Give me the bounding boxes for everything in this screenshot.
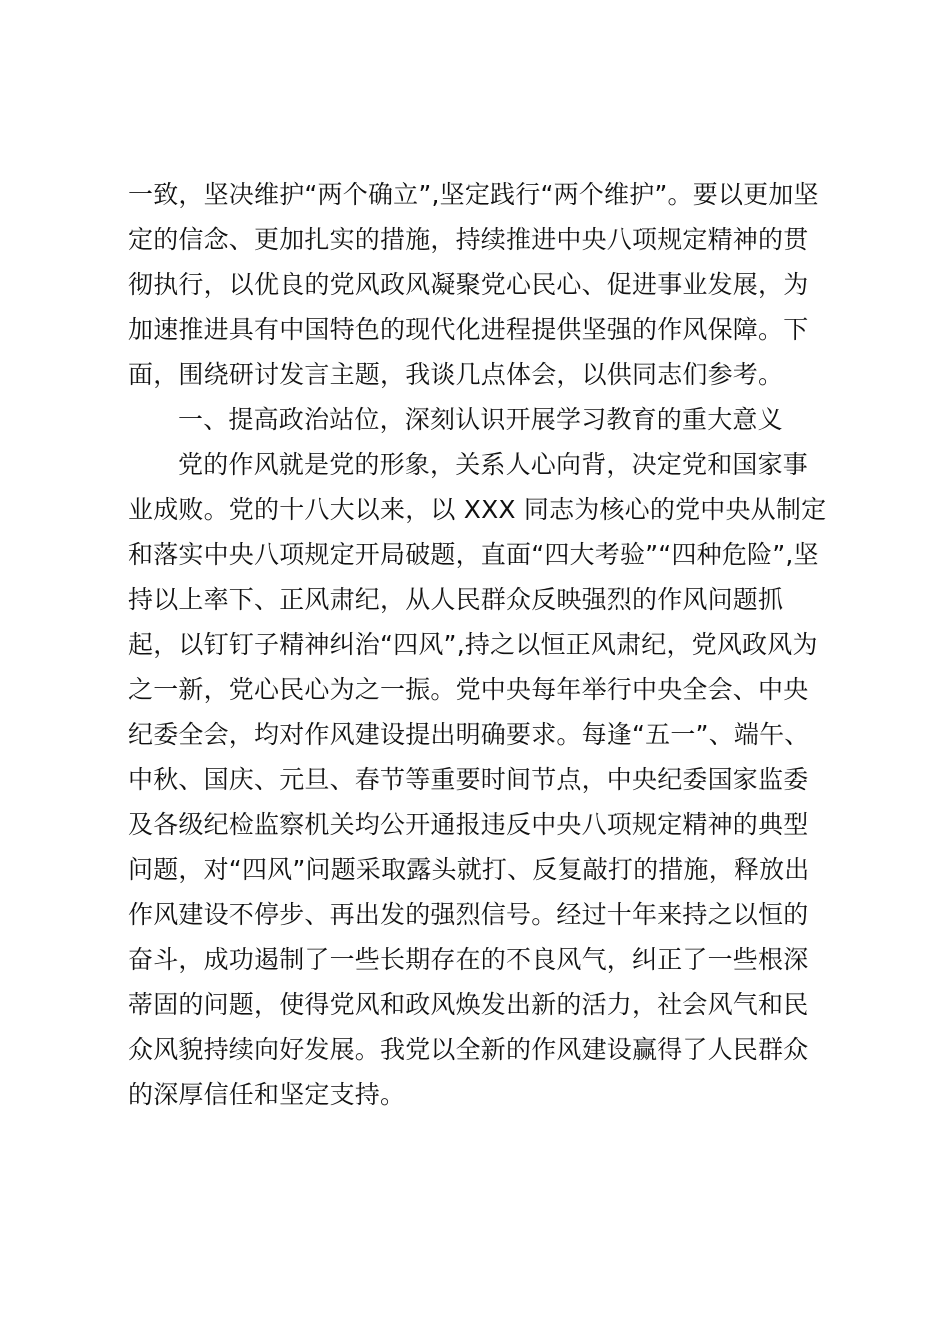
paragraph-1-line: 定的信念、更加扎实的措施，持续推进中央八项规定精神的贯 xyxy=(128,225,809,254)
paragraph-2-line: 持以上率下、正风肃纪，从人民群众反映强烈的作风问题抓 xyxy=(128,585,784,614)
paragraph-2-line: 众风貌持续向好发展。我党以全新的作风建设赢得了人民群众 xyxy=(128,1035,809,1064)
paragraph-2-line: 作风建设不停步、再出发的强烈信号。经过十年来持之以恒的 xyxy=(128,900,809,929)
paragraph-1-line: 一致，坚决维护“两个确立”,坚定践行“两个维护”。要以更加坚 xyxy=(128,180,819,209)
paragraph-2-line: 党的作风就是党的形象，关系人心向背，决定党和国家事 xyxy=(178,450,809,479)
paragraph-2-line: 业成败。党的十八大以来，以 XXX 同志为核心的党中央从制定 xyxy=(128,495,827,524)
paragraph-2-line: 纪委全会，均对作风建设提出明确要求。每逢“五一”、端午、 xyxy=(128,720,810,749)
paragraph-2-line: 之一新，党心民心为之一振。党中央每年举行中央全会、中央 xyxy=(128,675,809,704)
paragraph-2-line: 蒂固的问题，使得党风和政风焕发出新的活力，社会风气和民 xyxy=(128,990,809,1019)
paragraph-2-line: 问题，对“四风”问题采取露头就打、反复敲打的措施，释放出 xyxy=(128,855,810,884)
section-heading: 一、提高政治站位，深刻认识开展学习教育的重大意义 xyxy=(178,405,783,434)
paragraph-2-line: 和落实中央八项规定开局破题，直面“四大考验”“四种危险”,坚 xyxy=(128,540,819,569)
paragraph-2-line: 奋斗，成功遏制了一些长期存在的不良风气，纠正了一些根深 xyxy=(128,945,809,974)
paragraph-1-line: 彻执行，以优良的党风政风凝聚党心民心、促进事业发展，为 xyxy=(128,270,809,299)
paragraph-2-line: 及各级纪检监察机关均公开通报违反中央八项规定精神的典型 xyxy=(128,810,809,839)
paragraph-2-line: 的深厚信任和坚定支持。 xyxy=(128,1080,406,1109)
paragraph-1-line: 加速推进具有中国特色的现代化进程提供坚强的作风保障。下 xyxy=(128,315,809,344)
paragraph-2-line: 起，以钉钉子精神纠治“四风”,持之以恒正风肃纪，党风政风为 xyxy=(128,630,818,659)
paragraph-2-line: 中秋、国庆、元旦、春节等重要时间节点，中央纪委国家监委 xyxy=(128,765,809,794)
paragraph-1-line: 面，围绕研讨发言主题，我谈几点体会，以供同志们参考。 xyxy=(128,360,784,389)
